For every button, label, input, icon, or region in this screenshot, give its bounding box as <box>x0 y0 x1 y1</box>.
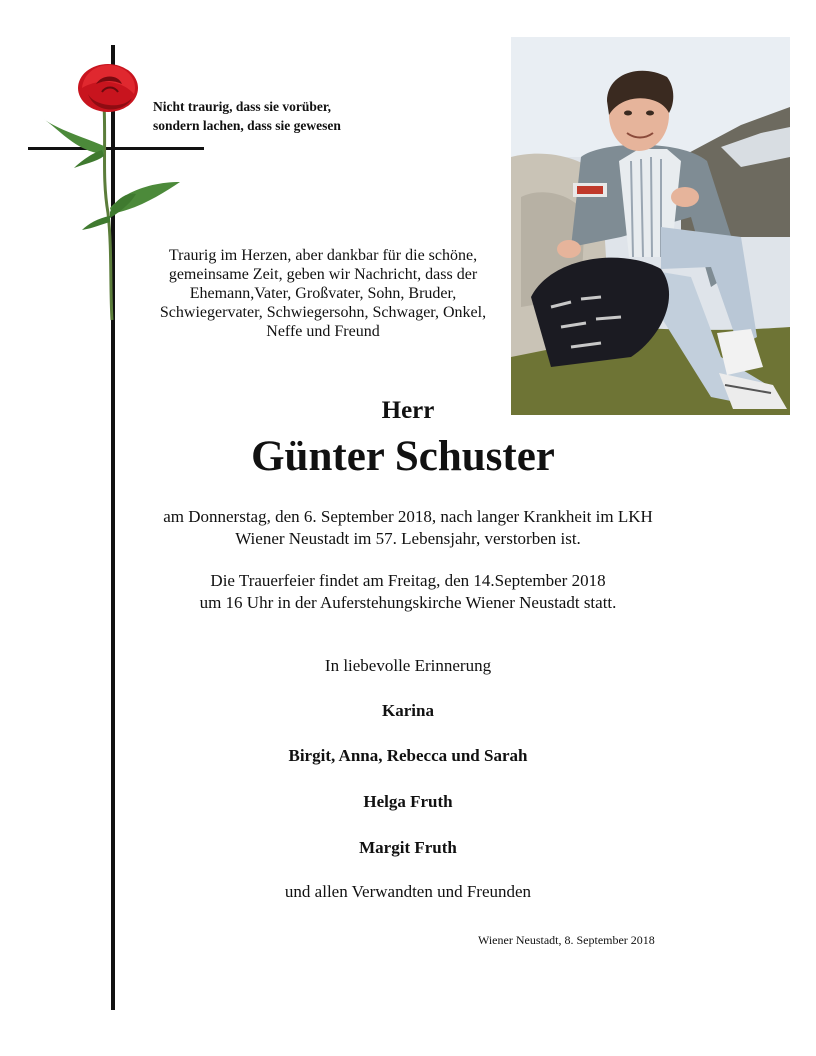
death-notice-paragraph <box>0 506 816 550</box>
deceased-name: Günter Schuster <box>251 433 555 480</box>
intro-line: Neffe und Freund <box>266 323 380 340</box>
closing-line: und allen Verwandten und Freunden <box>284 882 532 901</box>
deceased-salutation: Herr <box>381 397 435 424</box>
funeral-paragraph <box>0 570 816 614</box>
family-name: Karina <box>382 701 434 720</box>
intro-paragraph <box>118 246 528 341</box>
motto-line: Nicht traurig, dass sie vorüber, <box>153 99 331 114</box>
intro-line: Traurig im Herzen, aber dankbar für die schöne, <box>168 247 478 264</box>
intro-line: Ehemann,Vater, Großvater, Sohn, Bruder, <box>189 285 457 302</box>
portrait-photo <box>511 37 790 415</box>
death-notice-line: am Donnerstag, den 6. September 2018, nach langer Krankheit im LKH <box>163 507 653 526</box>
death-notice-line: Wiener Neustadt im 57. Lebensjahr, verstorben ist. <box>235 529 581 548</box>
memory-heading: In liebevolle Erinnerung <box>324 656 492 675</box>
funeral-line: Die Trauerfeier findet am Freitag, den 14.September 2018 <box>210 571 606 590</box>
family-name: Birgit, Anna, Rebecca und Sarah <box>288 746 528 765</box>
motto-text <box>153 97 341 135</box>
place-date: Wiener Neustadt, 8. September 2018 <box>478 933 655 947</box>
intro-line: gemeinsame Zeit, geben wir Nachricht, dass der <box>168 266 478 283</box>
intro-line: Schwiegervater, Schwiegersohn, Schwager, Onkel, <box>159 304 487 321</box>
funeral-line: um 16 Uhr in der Auferstehungskirche Wiener Neustadt statt. <box>199 593 617 612</box>
family-name: Helga Fruth <box>363 792 453 811</box>
family-name: Margit Fruth <box>359 838 457 857</box>
motto-line: sondern lachen, dass sie gewesen <box>153 118 341 133</box>
